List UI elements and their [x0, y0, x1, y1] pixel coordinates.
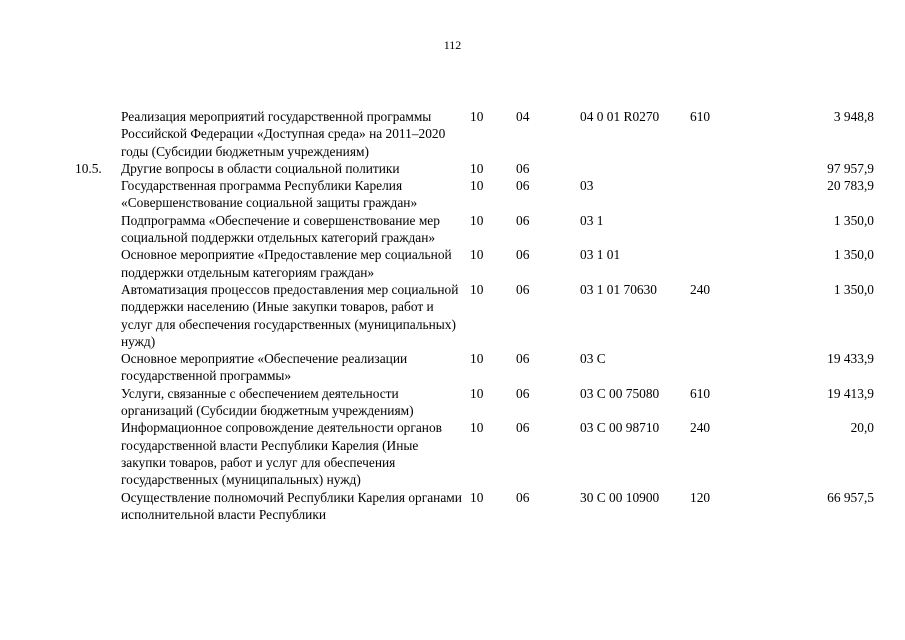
row-amount: 3 948,8	[833, 109, 874, 124]
row-expense-type: 610	[690, 385, 711, 401]
table-row	[0, 385, 905, 420]
table-row	[0, 350, 905, 385]
row-subsection: 06	[516, 178, 530, 194]
row-expense-type: 120	[690, 489, 711, 505]
table-row	[0, 160, 905, 177]
row-amount: 20 783,9	[827, 178, 874, 194]
table-row	[0, 246, 905, 281]
row-amount: 19 433,9	[827, 351, 874, 367]
row-section: 10	[470, 420, 484, 436]
row-subsection: 06	[516, 420, 530, 436]
row-target-code: 30 С 00 10900	[580, 489, 660, 505]
row-subsection: 06	[516, 247, 530, 263]
row-subsection: 06	[516, 160, 530, 176]
row-name: Услуги, связанные с обеспечением деятельности организаций (Субсидии бюджетным учреждениям)	[121, 385, 414, 419]
row-subsection: 06	[516, 212, 530, 228]
row-subsection: 06	[516, 489, 530, 505]
row-subsection: 06	[516, 351, 530, 367]
row-target-code: 03 1	[580, 212, 604, 228]
row-target-code: 03 С	[580, 351, 606, 367]
row-section: 10	[470, 178, 484, 194]
row-section: 10	[470, 489, 484, 505]
row-amount: 66 957,5	[827, 489, 874, 505]
row-target-code: 03 С 00 98710	[580, 420, 660, 436]
row-target-code: 03 С 00 75080	[580, 385, 660, 401]
row-name: Автоматизация процессов предоставления мер социальной поддержки населению (Иные закупки товаров, работ и услуг для обеспечения государственных (муниципальных) нужд)	[121, 281, 459, 349]
page-number: 112	[443, 38, 462, 52]
row-amount: 1 350,0	[833, 281, 874, 297]
table-row	[0, 489, 905, 524]
row-name: Другие вопросы в области социальной политики	[121, 160, 400, 176]
row-section: 10	[470, 212, 484, 228]
row-name: Информационное сопровождение деятельности органов государственной власти Республики Карелия (Иные закупки товаров, работ и услуг для обеспечения государственных (муниципальных) нужд)	[121, 420, 442, 488]
row-amount: 19 413,9	[827, 385, 874, 401]
row-expense-type: 610	[690, 109, 711, 124]
row-target-code: 03	[580, 178, 594, 194]
table-row	[0, 212, 905, 247]
row-amount: 1 350,0	[833, 212, 874, 228]
table-row	[0, 419, 905, 488]
row-name: Реализация мероприятий государственной программы Российской Федерации «Доступная среда» на 2011–2020 годы (Субсидии бюджетным учреждениям)	[121, 109, 446, 159]
row-section: 10	[470, 247, 484, 263]
row-target-code: 03 1 01	[580, 247, 621, 263]
row-name: Основное мероприятие «Предоставление мер социальной поддержки отдельным категориям граждан»	[121, 247, 452, 280]
row-name: Основное мероприятие «Обеспечение реализации государственной программы»	[121, 351, 408, 384]
table-row	[0, 108, 905, 160]
row-number: 10.5.	[75, 160, 102, 176]
budget-table	[0, 108, 905, 523]
row-expense-type: 240	[690, 420, 711, 436]
row-target-code: 04 0 01 R0270	[580, 109, 660, 124]
row-section: 10	[470, 351, 484, 367]
row-name: Осуществление полномочий Республики Карелия органами исполнительной власти Республики	[121, 489, 462, 522]
row-amount: 97 957,9	[827, 160, 874, 176]
row-amount: 20,0	[850, 420, 874, 436]
table-row	[0, 177, 905, 212]
row-target-code: 03 1 01 70630	[580, 281, 657, 297]
row-section: 10	[470, 109, 484, 124]
row-section: 10	[470, 385, 484, 401]
row-expense-type: 240	[690, 281, 711, 297]
row-name: Подпрограмма «Обеспечение и совершенствование мер социальной поддержки отдельных категорий граждан»	[121, 212, 440, 246]
row-section: 10	[470, 160, 484, 176]
row-subsection: 06	[516, 385, 530, 401]
row-subsection: 06	[516, 281, 530, 297]
table-row	[0, 281, 905, 350]
row-name: Государственная программа Республики Карелия «Совершенствование социальной защиты граждан»	[121, 178, 418, 211]
row-subsection: 04	[516, 109, 530, 124]
row-amount: 1 350,0	[833, 247, 874, 263]
row-section: 10	[470, 281, 484, 297]
